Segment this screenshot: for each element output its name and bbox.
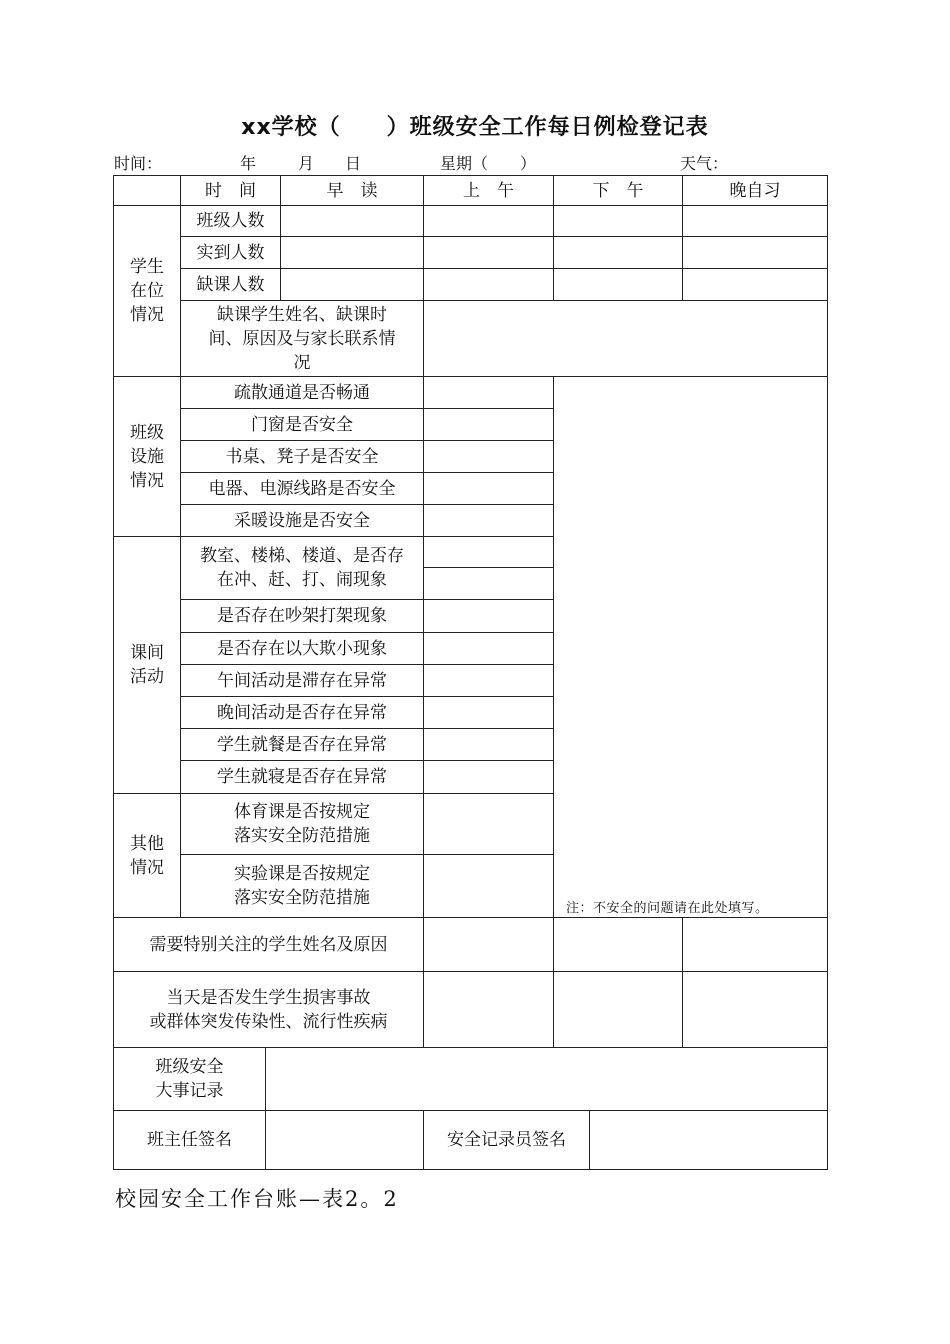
row-heating: 采暖设施是否安全 [234, 510, 370, 531]
row-absence-detail: 缺课学生姓名、缺课时 间、原因及与家长联系情 况 [208, 304, 396, 373]
row-noon-activity: 午间活动是滞存在异常 [217, 670, 387, 691]
header-morning-reading: 早 读 [326, 180, 378, 201]
header-morning: 上 午 [463, 180, 514, 201]
special-attention-label: 需要特别关注的学生姓名及原因 [149, 934, 388, 955]
row-electrical: 电器、电源线路是否安全 [208, 478, 396, 499]
section-attendance-label: 学生 在位 情况 [130, 257, 164, 325]
row-sleeping: 学生就寝是否存在异常 [217, 767, 387, 787]
row-desks: 书桌、凳子是否安全 [225, 446, 379, 467]
row-lab-class: 实验课是否按规定 落实安全防范措施 [234, 864, 370, 908]
incident-label: 当天是否发生学生损害事故 或群体突发传染性、流行性疾病 [149, 987, 388, 1032]
weekday-label: 星期（ ） [440, 154, 537, 173]
day-label: 日 [345, 154, 362, 173]
row-running-fighting: 教室、楼梯、楼道、是否存 在冲、赶、打、闹现象 [200, 546, 404, 590]
row-evening-activity: 晚间活动是否存在异常 [217, 702, 387, 723]
row-bullying: 是否存在以大欺小现象 [217, 638, 387, 659]
form-title: xx学校（ ）班级安全工作每日例检登记表 [241, 115, 709, 140]
row-evacuation: 疏散通道是否畅通 [234, 382, 370, 403]
row-dining: 学生就餐是否存在异常 [217, 734, 387, 755]
row-absent-count: 缺课人数 [196, 274, 265, 295]
weather-label: 天气： [680, 154, 729, 173]
section-other-label: 其他 情况 [130, 833, 164, 878]
recorder-sign-label: 安全记录员签名 [447, 1130, 566, 1150]
section-recess-label: 课间 活动 [130, 643, 164, 687]
major-events-label: 班级安全 大事记录 [155, 1057, 224, 1101]
month-label: 月 [298, 154, 315, 173]
year-label: 年 [240, 154, 257, 173]
row-class-size: 班级人数 [196, 211, 265, 231]
footer-caption: 校园安全工作台账—表2。2 [115, 1187, 399, 1211]
header-afternoon: 下 午 [592, 180, 644, 201]
row-present-count: 实到人数 [196, 242, 265, 263]
unsafe-issue-note: 注：不安全的问题请在此处填写。 [566, 901, 769, 916]
section-facilities-label: 班级 设施 情况 [130, 422, 164, 491]
row-pe-class: 体育课是否按规定 落实安全防范措施 [234, 802, 370, 846]
header-evening-study: 晚自习 [729, 180, 781, 201]
header-time: 时 间 [205, 180, 256, 201]
row-doors-windows: 门窗是否安全 [251, 414, 353, 435]
time-label: 时间： [114, 154, 163, 173]
row-quarrels: 是否存在吵架打架现象 [217, 606, 387, 626]
teacher-sign-label: 班主任签名 [147, 1130, 232, 1150]
